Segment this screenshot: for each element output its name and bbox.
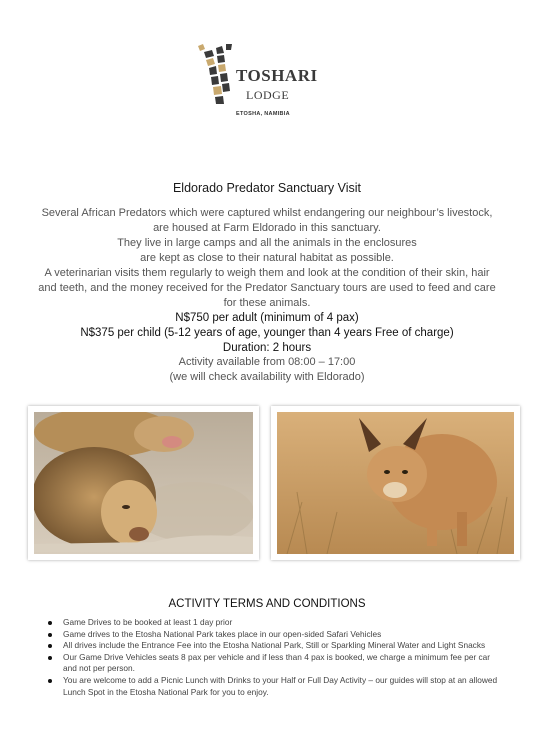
description (20, 206, 514, 311)
availability-note: (we will check availability with Eldorado) (169, 371, 365, 383)
list-item (48, 675, 498, 698)
term-text: You are welcome to add a Picnic Lunch with Drinks to your Half or Full Day Activity – our guides will stop at an allowed Lunch Spot in the Etosha National Park for you to enjoy. (63, 674, 498, 697)
logo-subtitle: LODGE (246, 88, 290, 102)
list-item (48, 629, 498, 641)
lodge-logo (196, 44, 318, 124)
caracal-photo-icon (277, 412, 514, 554)
adult-price: N$750 per adult (minimum of 4 pax) (175, 312, 359, 324)
bullet-icon (48, 644, 52, 648)
term-text: All drives include the Entrance Fee into the Etosha National Park, Still or Sparkling Mineral Water and Light Snacks (63, 640, 486, 651)
duration: Duration: 2 hours (222, 342, 312, 354)
description-line: Several African Predators which were captured whilst endangering our neighbour’s livestock, (41, 207, 493, 219)
terms-title: ACTIVITY TERMS AND CONDITIONS (168, 598, 366, 610)
giraffe-logo-icon (196, 44, 240, 106)
logo-name: TOSHARI (236, 66, 318, 85)
lions-photo-frame (28, 406, 259, 560)
bullet-icon (48, 679, 52, 683)
list-item (48, 640, 498, 652)
availability-hours: Activity available from 08:00 – 17:00 (178, 356, 356, 368)
logo-location: ETOSHA, NAMIBIA (236, 111, 290, 117)
term-text: Game drives to the Etosha National Park takes place in our open-sided Safari Vehicles (63, 628, 382, 639)
caracal-photo-frame (271, 406, 520, 560)
list-item (48, 617, 498, 629)
terms-list (48, 617, 498, 698)
lions-photo-icon (34, 412, 253, 554)
bullet-icon (48, 621, 52, 625)
description-line: A veterinarian visits them regularly to weigh them and look at the condition of their skin, hair (44, 267, 490, 279)
term-text: Our Game Drive Vehicles seats 8 pax per vehicle and if less than 4 pax is booked, we charge a minimum fee per car and not per person. (63, 651, 491, 674)
bullet-icon (48, 656, 52, 660)
term-text: Game Drives to be booked at least 1 day prior (63, 617, 233, 627)
child-price: N$375 per child (5-12 years of age, younger than 4 years Free of charge) (80, 327, 454, 339)
list-item (48, 652, 498, 675)
description-line: for these animals. (223, 297, 311, 309)
description-line: are kept as close to their natural habitat as possible. (140, 252, 394, 264)
page-title: Eldorado Predator Sanctuary Visit (172, 181, 362, 195)
bullet-icon (48, 633, 52, 637)
description-line: are housed at Farm Eldorado in this sanctuary. (153, 222, 381, 234)
description-line: They live in large camps and all the animals in the enclosures (117, 237, 417, 249)
caracal-photo (277, 412, 514, 554)
description-line: and teeth, and the money received for the Predator Sanctuary tours are used to feed and care (38, 282, 496, 294)
lions-photo (34, 412, 253, 554)
